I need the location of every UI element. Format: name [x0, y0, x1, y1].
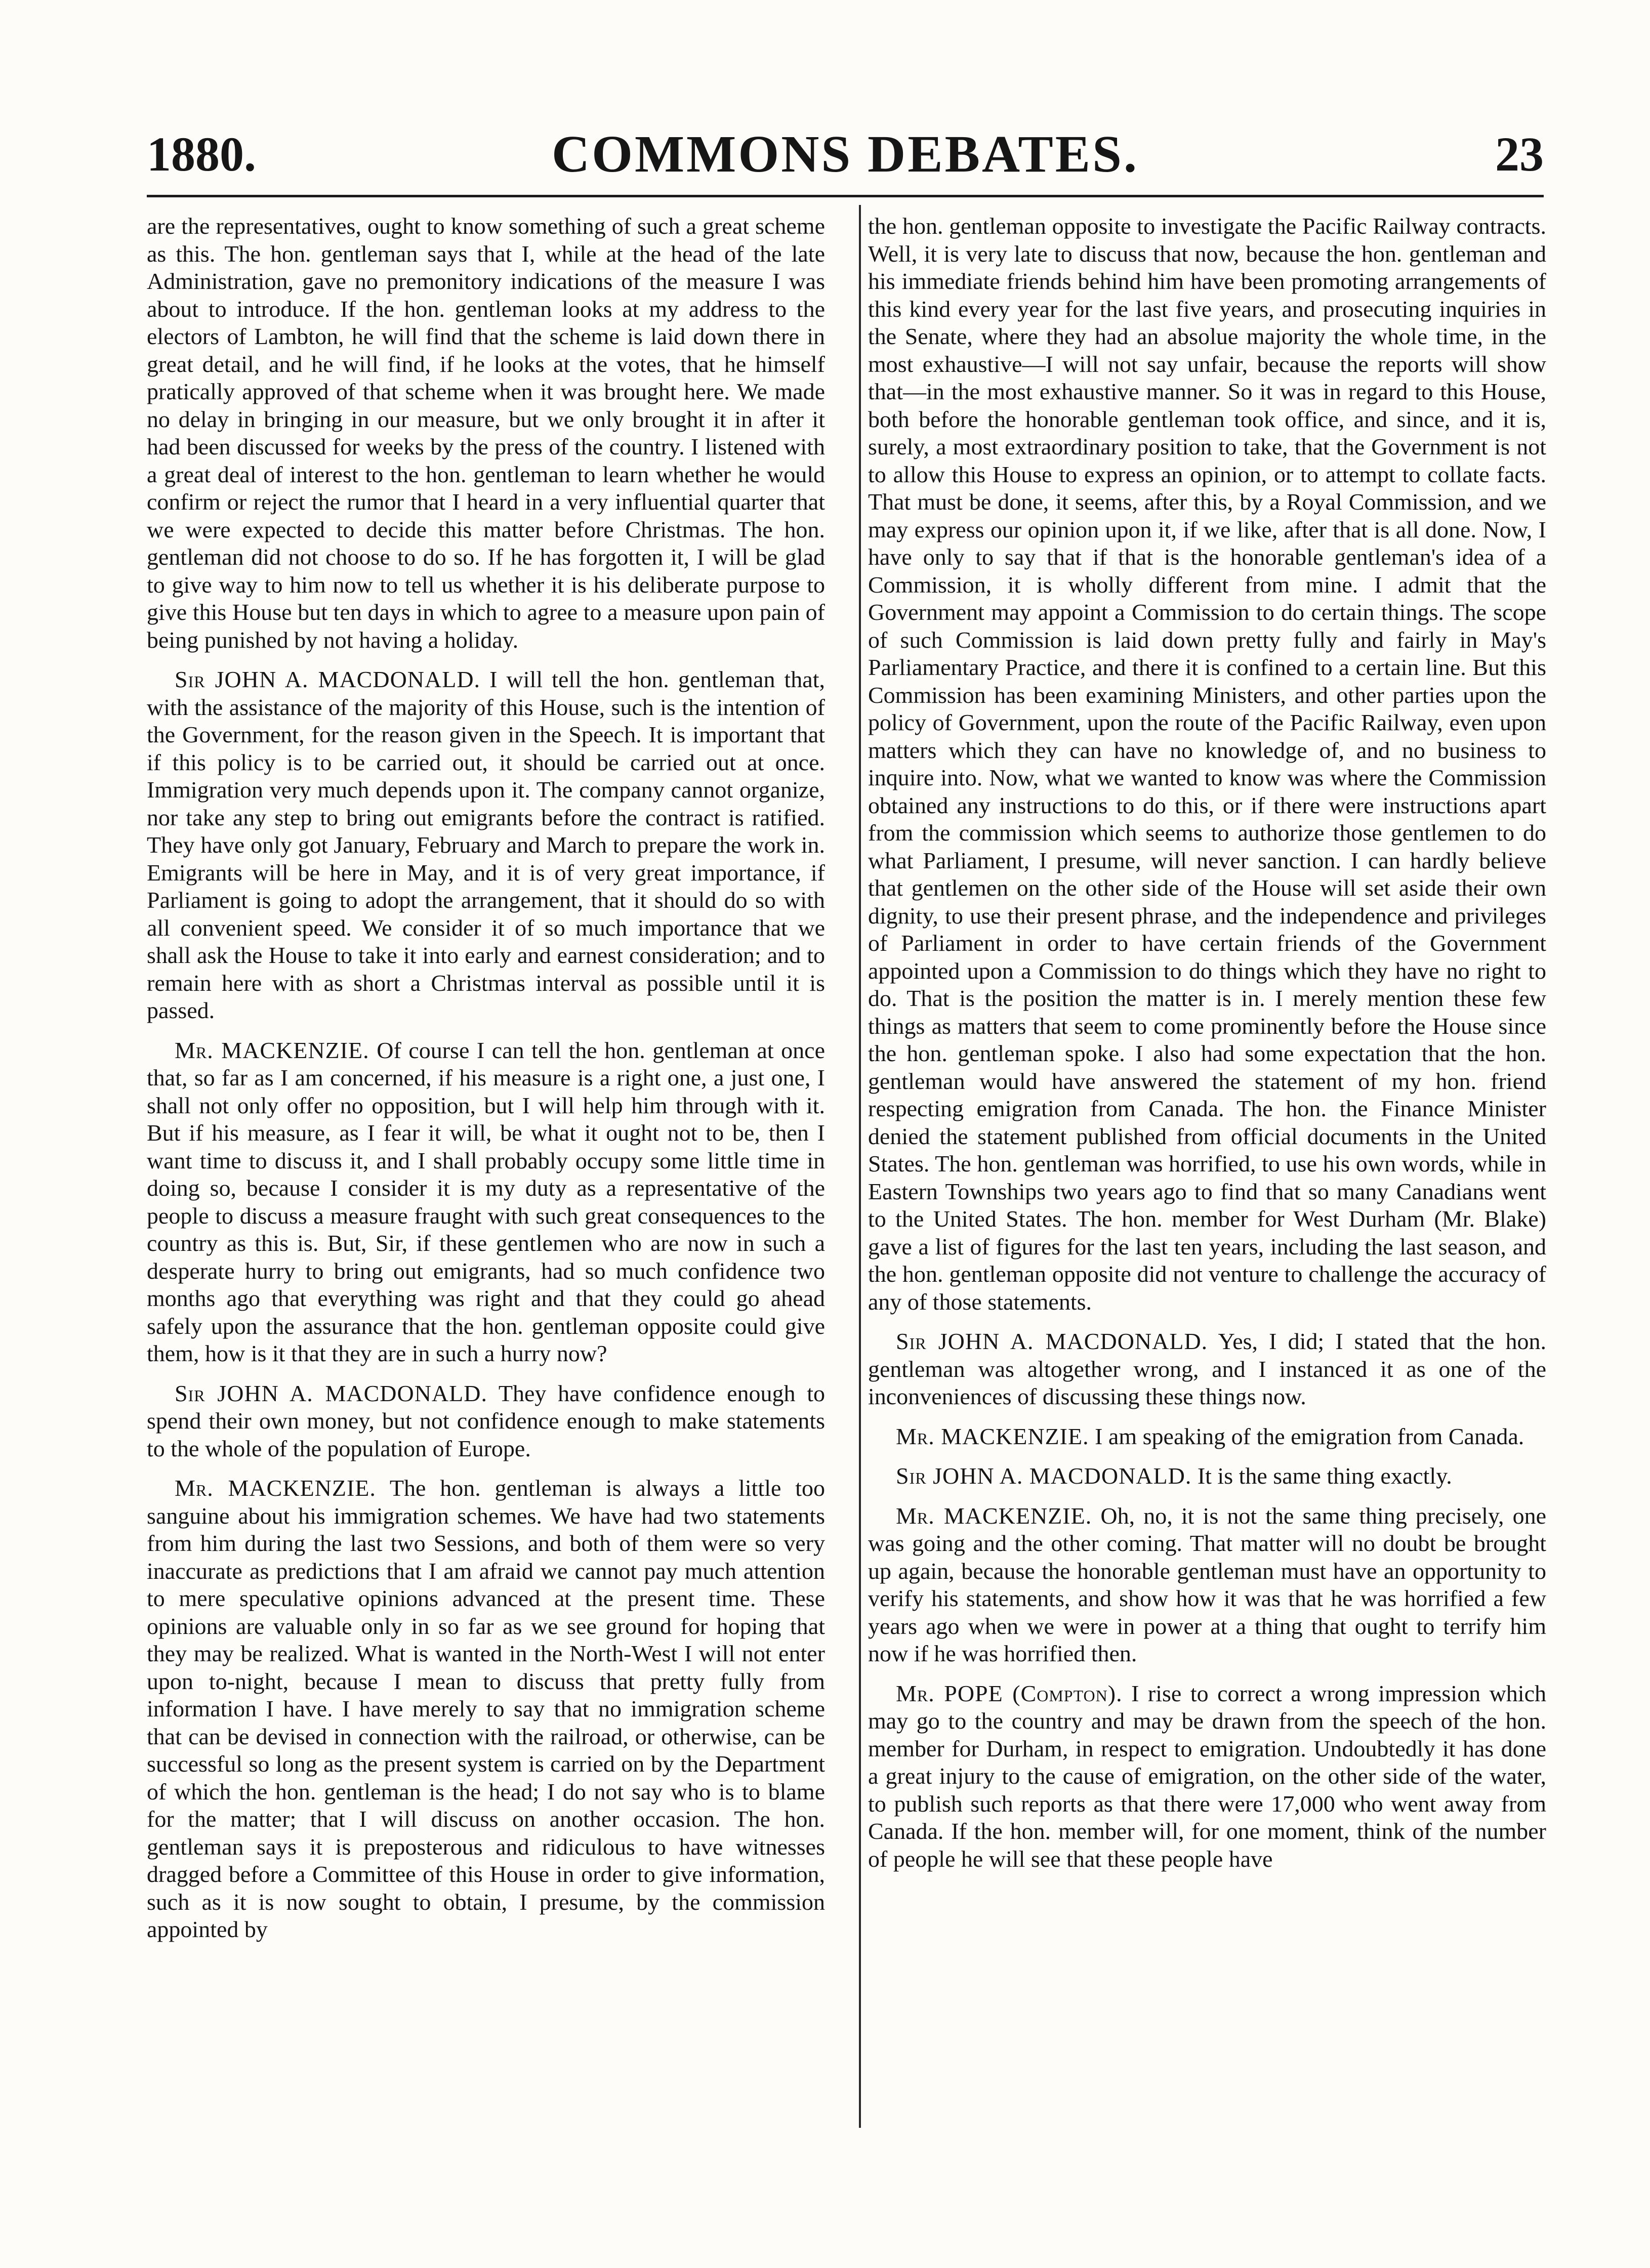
speaker-name: Sir JOHN A. MACDONALD.	[896, 1463, 1192, 1489]
paragraph	[147, 1037, 825, 1368]
paragraph-text: I will tell the hon. gentleman that, with the assistance of the majority of this House, such is the intention of the Government, for the reason given in the Speech. It is important that if this policy is to be carried out, it should be carried out at once. Immigration very much depends upon it. The company cannot organize, nor take any step to bring out emigrants before the contract is ratified. They have only got January, February and March to prepare the work in. Emigrants will be here in May, and it is of very great importance, if Parliament is going to adopt the arrangement, that it should do so with all convenient speed. We consider it of so much importance that we shall ask the House to take it into early and earnest consideration; and to remain here with as short a Christmas interval as possible until it is passed.	[147, 666, 826, 1023]
header-rule	[147, 195, 1544, 197]
paragraph-text: They have confidence enough to spend their own money, but not confidence enough to make statements to the whole of the population of Europe.	[147, 1380, 825, 1461]
paragraph-text: Oh, no, it is not the same thing precisely, one was going and the other coming. That matter will no doubt be brought up again, because the honorable gentleman must have an opportunity to verify his statements, and show how it was that he was horrified a few years ago when we were in power at a thing that ought to terrify him now if he was horrified then.	[868, 1502, 1547, 1666]
speaker-name: Sir JOHN A. MACDONALD.	[175, 666, 481, 692]
speaker-name: Sir JOHN A. MACDONALD.	[896, 1328, 1208, 1354]
speaker-name: Mr. MACKENZIE.	[175, 1037, 369, 1063]
paragraph	[868, 1680, 1546, 1873]
paragraph	[147, 213, 825, 654]
header-title: COMMONS DEBATES.	[552, 125, 1139, 183]
paragraph-text: Of course I can tell the hon. gentleman at once that, so far as I am concerned, if his measure is a right one, a just one, I shall not only offer no opposition, but I will help him through with it. But if his measure, as I fear it will, be what it ought not to be, then I want time to discuss it, and I shall probably occupy some little time in doing so, because I consider it is my duty as a representative of the people to discuss a measure fraught with such great consequences to the country as this is. But, Sir, if these gentlemen who are now in such a desperate hurry to bring out emigrants, had so much confidence two months ago that everything was right and that they could go ahead safely upon the assurance that the hon. gentleman opposite could give them, how is it that they are in such a hurry now?	[147, 1037, 826, 1366]
speaker-name: Mr. POPE (Compton).	[896, 1680, 1123, 1706]
paragraph	[868, 1462, 1546, 1490]
paragraph	[868, 1502, 1546, 1668]
paragraph	[147, 1380, 825, 1463]
paragraph	[868, 213, 1546, 1316]
speaker-name: Mr. MACKENZIE.	[896, 1423, 1089, 1449]
paragraph	[147, 1475, 825, 1944]
speaker-name: Sir JOHN A. MACDONALD.	[175, 1380, 487, 1406]
paragraph	[868, 1328, 1546, 1411]
paragraph-text: Yes, I did; I stated that the hon. gentleman was altogether wrong, and I instanced it as one of the inconveniences of discussing these things now.	[868, 1328, 1547, 1409]
header-page-number: 23	[1495, 127, 1544, 181]
paragraph-text: are the representatives, ought to know something of such a great scheme as this. The hon. gentleman says that I, while at the head of the late Administration, gave no premonitory indications of the measure I was about to introduce. If the hon. gentleman looks at my address to the electors of Lambton, he will find that the scheme is laid down there in great detail, and he will find, if he looks at the votes, that he himself pratically approved of that scheme when it was brought here. We made no delay in bringing in our measure, but we only brought it in after it had been discussed for weeks by the press of the country. I listened with a great deal of interest to the hon. gentleman to learn whether he would confirm or reject the rumor that I heard in a very influential quarter that we were expected to decide this matter before Christmas. The hon. gentleman did not choose to do so. If he has forgotten it, I will be glad to give way to him now to tell us whether it is his deliberate purpose to give this House but ten days in which to agree to a measure upon pain of being punished by not having a holiday.	[147, 213, 825, 653]
paragraph	[868, 1423, 1546, 1451]
paragraph-text: the hon. gentleman opposite to investigate the Pacific Railway contracts. Well, it is very late to discuss that now, because the hon. gentleman and his immediate friends behind him have been promoting arrangements of this kind every year for the last five years, and prosecuting inquiries in the Senate, where they had an absolue majority the whole time, in the most exhaustive—I will not say unfair, because the reports will show that—in the most exhaustive manner. So it was in regard to this House, both before the honorable gentleman took office, and since, and it is, surely, a most extraordinary position to take, that the Government is not to allow this House to express an opinion, or to attempt to collate facts. That must be done, it seems, after this, by a Royal Commission, and we may express our opinion upon it, if we like, after that is all done. Now, I have only to say that if that is the honorable gentleman's idea of a Commission, it is wholly different from mine. I admit that the Government may appoint a Commission to do certain things. The scope of such Commission is laid down pretty fully and fairly in May's Parliamentary Practice, and there it is confined to a certain line. But this Commission has been examining Ministers, and other parties upon the policy of Government, upon the route of the Pacific Railway, even upon matters which they can have no knowledge of, and no business to inquire into. Now, what we wanted to know was where the Commission obtained any instructions to do this, or if there were instructions apart from the commission which seems to authorize those gentlemen to do what Parliament, I presume, will never sanction. I can hardly believe that gentlemen on the other side of the House will set aside their own dignity, to use their present phrase, and the independence and privileges of Parliament in order to have certain friends of the Government appointed upon a Commission to do things which they have no right to do. That is the position the matter is in. I merely mention these few things as matters that seem to come prominently before the House since the hon. gentleman spoke. I also had some expectation that the hon. gentleman would have answered the statement of my hon. friend respecting emigration from Canada. The hon. the Finance Minister denied the statement published from official documents in the United States. The hon. gentleman was horrified, to use his own words, while in Eastern Townships two years ago to find that so many Canadians went to the United States. The hon. member for West Durham (Mr. Blake) gave a list of figures for the last ten years, including the last season, and the hon. gentleman opposite did not venture to challenge the accuracy of any of those statements.	[868, 213, 1546, 1315]
column-divider	[859, 205, 861, 2128]
header-year: 1880.	[147, 127, 256, 181]
speaker-name: Mr. MACKENZIE.	[896, 1502, 1092, 1529]
paragraph	[147, 666, 825, 1025]
paragraph-text: I rise to correct a wrong impression which may go to the country and may be drawn from the speech of the hon. member for Durham, in respect to emigration. Undoubtedly it has done a great injury to the cause of emigration, on the other side of the water, to publish such reports as that there were 17,000 who went away from Canada. If the hon. member will, for one moment, think of the number of people he will see that these people have	[868, 1680, 1546, 1872]
page-header	[147, 127, 1544, 187]
right-column	[868, 213, 1546, 1885]
paragraph-text: I am speaking of the emigration from Canada.	[1095, 1423, 1524, 1449]
speaker-name: Mr. MACKENZIE.	[175, 1475, 376, 1501]
paragraph-text: The hon. gentleman is always a little too sanguine about his immigration schemes. We have had two statements from him during the last two Sessions, and both of them were so very inaccurate as predictions that I am afraid we cannot pay much attention to mere speculative opinions advanced at the present time. These opinions are valuable only in so far as we see ground for hoping that they may be realized. What is wanted in the North-West I will not enter upon to-night, because I mean to discuss that pretty fully from information I have. I have merely to say that no immigration scheme that can be devised in connection with the railroad, or otherwise, can be successful so long as the present system is carried on by the Department of which the hon. gentleman is the head; I do not say who is to blame for the matter; that I will discuss on another occasion. The hon. gentleman says it is preposterous and ridiculous to have witnesses dragged before a Committee of this House in order to give information, such as it is now sought to obtain, I presume, by the commission appointed by	[147, 1475, 825, 1942]
left-column	[147, 213, 825, 1956]
paragraph-text: It is the same thing exactly.	[1197, 1463, 1452, 1489]
